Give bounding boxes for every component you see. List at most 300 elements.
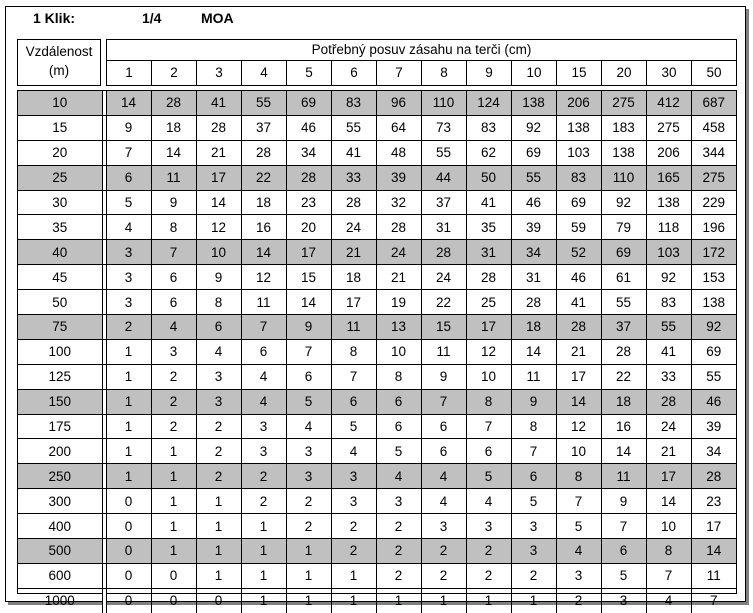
value-cell: 10: [466, 364, 511, 389]
value-cell: 44: [421, 165, 466, 190]
distance-cell: 40: [18, 240, 102, 265]
value-cell: 14: [151, 140, 196, 165]
distance-cell: 125: [18, 364, 102, 389]
value-cell: 41: [331, 140, 376, 165]
value-cell: 17: [466, 315, 511, 340]
distance-cell: 25: [18, 165, 102, 190]
value-cell: 1: [106, 339, 151, 364]
value-cell: 5: [376, 439, 421, 464]
value-cell: 2: [466, 563, 511, 588]
value-cell: 6: [421, 414, 466, 439]
value-cell: 39: [376, 165, 421, 190]
value-cell: 21: [331, 240, 376, 265]
value-cell: 24: [421, 265, 466, 290]
value-cell: 7: [241, 315, 286, 340]
distance-cell: 600: [18, 563, 102, 588]
klik-value: 1/4: [142, 10, 162, 26]
value-cell: 10: [556, 439, 601, 464]
value-cell: 3: [511, 514, 556, 539]
table-row: [18, 290, 736, 315]
value-cell: 11: [601, 464, 646, 489]
value-cell: 28: [421, 240, 466, 265]
value-cell: 165: [646, 165, 691, 190]
value-cell: 92: [691, 315, 736, 340]
value-cell: 2: [286, 514, 331, 539]
value-cell: 23: [286, 190, 331, 215]
value-cell: 138: [691, 290, 736, 315]
value-cell: 1: [151, 439, 196, 464]
value-cell: 3: [196, 364, 241, 389]
value-cell: 2: [241, 464, 286, 489]
distance-header: [17, 39, 101, 86]
table-row: [18, 464, 736, 489]
value-cell: 14: [601, 439, 646, 464]
value-cell: 8: [646, 539, 691, 564]
value-cell: 11: [511, 364, 556, 389]
value-cell: 3: [241, 414, 286, 439]
value-cell: 21: [646, 439, 691, 464]
table-row: [18, 115, 736, 140]
value-cell: 1: [151, 539, 196, 564]
distance-cell: 10: [18, 91, 102, 115]
value-cell: 1: [466, 588, 511, 612]
value-cell: 6: [196, 315, 241, 340]
distance-cell: 400: [18, 514, 102, 539]
column-header: 6: [331, 61, 376, 85]
distance-cell: 20: [18, 140, 102, 165]
value-cell: 5: [601, 563, 646, 588]
value-cell: 1: [241, 563, 286, 588]
value-cell: 35: [466, 215, 511, 240]
value-cell: 3: [376, 489, 421, 514]
value-cell: 52: [556, 240, 601, 265]
distance-cell: 35: [18, 215, 102, 240]
value-cell: 16: [241, 215, 286, 240]
value-cell: 8: [511, 414, 556, 439]
value-cell: 1: [511, 588, 556, 612]
distance-cell: 300: [18, 489, 102, 514]
column-header: 2: [151, 61, 196, 85]
value-cell: 138: [511, 91, 556, 115]
value-cell: 275: [691, 165, 736, 190]
value-cell: 3: [421, 514, 466, 539]
table-row: [18, 215, 736, 240]
value-cell: 10: [376, 339, 421, 364]
value-cell: 2: [376, 563, 421, 588]
value-cell: 6: [601, 539, 646, 564]
table-row: [18, 165, 736, 190]
value-cell: 2: [511, 563, 556, 588]
value-cell: 55: [421, 140, 466, 165]
value-cell: 6: [106, 165, 151, 190]
value-cell: 3: [331, 489, 376, 514]
distance-cell: 150: [18, 389, 102, 414]
value-cell: 19: [376, 290, 421, 315]
value-cell: 7: [466, 414, 511, 439]
value-cell: 55: [646, 315, 691, 340]
value-cell: 1: [106, 439, 151, 464]
value-cell: 83: [331, 91, 376, 115]
distance-cell: 75: [18, 315, 102, 340]
value-cell: 4: [646, 588, 691, 612]
value-cell: 6: [151, 265, 196, 290]
value-cell: 11: [691, 563, 736, 588]
correction-grid: [18, 91, 736, 613]
distance-cell: 250: [18, 464, 102, 489]
value-cell: 69: [691, 339, 736, 364]
data-table: [17, 90, 737, 609]
value-cell: 8: [466, 389, 511, 414]
value-cell: 8: [376, 364, 421, 389]
value-cell: 206: [556, 91, 601, 115]
value-cell: 59: [556, 215, 601, 240]
distance-cell: 500: [18, 539, 102, 564]
value-cell: 0: [196, 588, 241, 612]
value-cell: 0: [106, 588, 151, 612]
value-cell: 4: [331, 439, 376, 464]
value-cell: 69: [511, 140, 556, 165]
column-header: 10: [511, 61, 556, 85]
correction-header: [106, 39, 737, 86]
value-cell: 28: [556, 315, 601, 340]
value-cell: 4: [421, 464, 466, 489]
value-cell: 25: [466, 290, 511, 315]
value-cell: 8: [556, 464, 601, 489]
value-cell: 2: [151, 364, 196, 389]
value-cell: 41: [466, 190, 511, 215]
value-cell: 3: [151, 339, 196, 364]
value-cell: 9: [511, 389, 556, 414]
value-cell: 11: [241, 290, 286, 315]
value-cell: 2: [376, 514, 421, 539]
value-cell: 1: [196, 539, 241, 564]
value-cell: 1: [151, 464, 196, 489]
value-cell: 28: [151, 91, 196, 115]
column-header: 4: [241, 61, 286, 85]
value-cell: 18: [511, 315, 556, 340]
value-cell: 7: [331, 364, 376, 389]
value-cell: 32: [376, 190, 421, 215]
value-cell: 18: [331, 265, 376, 290]
value-cell: 3: [106, 240, 151, 265]
value-cell: 17: [691, 514, 736, 539]
value-cell: 21: [196, 140, 241, 165]
value-cell: 7: [601, 514, 646, 539]
value-cell: 3: [601, 588, 646, 612]
value-cell: 3: [196, 389, 241, 414]
distance-cell: 30: [18, 190, 102, 215]
value-cell: 33: [646, 364, 691, 389]
value-cell: 2: [376, 539, 421, 564]
value-cell: 11: [151, 165, 196, 190]
value-cell: 34: [286, 140, 331, 165]
value-cell: 28: [196, 115, 241, 140]
distance-cell: 15: [18, 115, 102, 140]
value-cell: 28: [286, 165, 331, 190]
value-cell: 17: [556, 364, 601, 389]
value-cell: 1: [196, 489, 241, 514]
value-cell: 14: [106, 91, 151, 115]
value-cell: 28: [376, 215, 421, 240]
value-cell: 23: [691, 489, 736, 514]
value-cell: 2: [196, 464, 241, 489]
value-cell: 28: [241, 140, 286, 165]
value-cell: 2: [421, 563, 466, 588]
table-row: [18, 91, 736, 115]
value-cell: 12: [556, 414, 601, 439]
value-cell: 7: [511, 439, 556, 464]
value-cell: 14: [556, 389, 601, 414]
value-cell: 11: [331, 315, 376, 340]
value-cell: 275: [601, 91, 646, 115]
value-cell: 1: [106, 389, 151, 414]
table-row: [18, 265, 736, 290]
value-cell: 138: [601, 140, 646, 165]
value-cell: 4: [376, 464, 421, 489]
value-cell: 1: [151, 489, 196, 514]
column-header: 8: [421, 61, 466, 85]
value-cell: 6: [376, 414, 421, 439]
value-cell: 9: [286, 315, 331, 340]
value-cell: 55: [511, 165, 556, 190]
value-cell: 9: [151, 190, 196, 215]
distance-header-unit: (m): [48, 63, 70, 78]
value-cell: 92: [646, 265, 691, 290]
distance-cell: 100: [18, 339, 102, 364]
table-row: [18, 514, 736, 539]
value-cell: 9: [601, 489, 646, 514]
value-cell: 3: [331, 464, 376, 489]
value-cell: 6: [241, 339, 286, 364]
value-cell: 61: [601, 265, 646, 290]
value-cell: 1: [376, 588, 421, 612]
value-cell: 24: [331, 215, 376, 240]
value-cell: 39: [691, 414, 736, 439]
value-cell: 110: [421, 91, 466, 115]
value-cell: 2: [286, 489, 331, 514]
value-cell: 20: [286, 215, 331, 240]
value-cell: 2: [196, 439, 241, 464]
value-cell: 2: [151, 389, 196, 414]
value-cell: 138: [556, 115, 601, 140]
value-cell: 2: [331, 539, 376, 564]
column-header: 20: [601, 61, 646, 85]
value-cell: 37: [241, 115, 286, 140]
value-cell: 15: [286, 265, 331, 290]
value-cell: 103: [646, 240, 691, 265]
value-cell: 4: [556, 539, 601, 564]
value-cell: 55: [331, 115, 376, 140]
value-cell: 7: [151, 240, 196, 265]
distance-cell: 50: [18, 290, 102, 315]
value-cell: 18: [241, 190, 286, 215]
value-cell: 2: [151, 414, 196, 439]
table-row: [18, 190, 736, 215]
value-cell: 1: [106, 364, 151, 389]
distance-cell: 200: [18, 439, 102, 464]
value-cell: 12: [241, 265, 286, 290]
value-cell: 275: [646, 115, 691, 140]
value-cell: 14: [646, 489, 691, 514]
value-cell: 34: [511, 240, 556, 265]
value-cell: 96: [376, 91, 421, 115]
value-cell: 5: [466, 464, 511, 489]
value-cell: 14: [511, 339, 556, 364]
value-cell: 4: [106, 215, 151, 240]
value-cell: 1: [106, 464, 151, 489]
value-cell: 22: [241, 165, 286, 190]
value-cell: 83: [646, 290, 691, 315]
value-cell: 1: [421, 588, 466, 612]
value-cell: 46: [286, 115, 331, 140]
value-cell: 412: [646, 91, 691, 115]
value-cell: 4: [466, 489, 511, 514]
value-cell: 4: [286, 414, 331, 439]
value-cell: 4: [241, 364, 286, 389]
value-cell: 31: [511, 265, 556, 290]
value-cell: 14: [196, 190, 241, 215]
value-cell: 7: [556, 489, 601, 514]
value-cell: 3: [286, 464, 331, 489]
value-cell: 138: [646, 190, 691, 215]
value-cell: 229: [691, 190, 736, 215]
value-cell: 3: [106, 290, 151, 315]
value-cell: 14: [691, 539, 736, 564]
value-cell: 9: [421, 364, 466, 389]
value-cell: 28: [466, 265, 511, 290]
value-cell: 55: [691, 364, 736, 389]
column-header: 7: [376, 61, 421, 85]
value-cell: 458: [691, 115, 736, 140]
value-cell: 62: [466, 140, 511, 165]
table-row: [18, 539, 736, 564]
value-cell: 12: [196, 215, 241, 240]
value-cell: 21: [376, 265, 421, 290]
value-cell: 8: [331, 339, 376, 364]
value-cell: 7: [106, 140, 151, 165]
value-cell: 6: [511, 464, 556, 489]
value-cell: 2: [466, 539, 511, 564]
value-cell: 50: [466, 165, 511, 190]
value-cell: 6: [151, 290, 196, 315]
table-row: [18, 414, 736, 439]
value-cell: 10: [196, 240, 241, 265]
value-cell: 6: [376, 389, 421, 414]
value-cell: 24: [646, 414, 691, 439]
value-cell: 46: [691, 389, 736, 414]
value-cell: 92: [511, 115, 556, 140]
value-cell: 10: [646, 514, 691, 539]
column-header: 3: [196, 61, 241, 85]
value-cell: 103: [556, 140, 601, 165]
value-cell: 4: [421, 489, 466, 514]
value-cell: 6: [421, 439, 466, 464]
value-cell: 4: [241, 389, 286, 414]
value-cell: 17: [331, 290, 376, 315]
value-cell: 17: [286, 240, 331, 265]
value-cell: 7: [421, 389, 466, 414]
value-cell: 196: [691, 215, 736, 240]
column-header: 50: [691, 61, 736, 85]
value-cell: 1: [151, 514, 196, 539]
value-cell: 28: [511, 290, 556, 315]
value-cell: 48: [376, 140, 421, 165]
value-cell: 46: [556, 265, 601, 290]
value-cell: 24: [376, 240, 421, 265]
column-header: 5: [286, 61, 331, 85]
value-cell: 15: [421, 315, 466, 340]
value-cell: 83: [466, 115, 511, 140]
value-cell: 21: [556, 339, 601, 364]
value-cell: 0: [106, 489, 151, 514]
value-cell: 1: [106, 414, 151, 439]
value-cell: 28: [691, 464, 736, 489]
table-row: [18, 140, 736, 165]
distance-cell: 1000: [44, 593, 75, 609]
value-cell: 33: [331, 165, 376, 190]
value-cell: 69: [556, 190, 601, 215]
distance-header-label: Vzdálenost: [25, 44, 93, 59]
value-cell: 13: [376, 315, 421, 340]
value-cell: 6: [331, 389, 376, 414]
value-cell: 8: [196, 290, 241, 315]
value-cell: 46: [511, 190, 556, 215]
value-cell: 4: [151, 315, 196, 340]
value-cell: 7: [691, 588, 736, 612]
value-cell: 6: [466, 439, 511, 464]
value-cell: 1: [196, 563, 241, 588]
value-cell: 3: [241, 439, 286, 464]
value-cell: 2: [421, 539, 466, 564]
value-cell: 5: [286, 389, 331, 414]
distance-cell: 175: [18, 414, 102, 439]
value-cell: 73: [421, 115, 466, 140]
value-cell: 22: [421, 290, 466, 315]
value-cell: 3: [466, 514, 511, 539]
value-cell: 0: [106, 539, 151, 564]
value-cell: 17: [646, 464, 691, 489]
table-row: [18, 389, 736, 414]
table-row: [18, 339, 736, 364]
value-cell: 31: [466, 240, 511, 265]
value-cell: 1: [241, 514, 286, 539]
value-cell: 2: [196, 414, 241, 439]
value-cell: 124: [466, 91, 511, 115]
value-cell: 2: [106, 315, 151, 340]
value-cell: 3: [106, 265, 151, 290]
value-cell: 1: [241, 588, 286, 612]
value-cell: 0: [151, 563, 196, 588]
value-cell: 3: [286, 439, 331, 464]
value-cell: 37: [601, 315, 646, 340]
value-cell: 17: [196, 165, 241, 190]
value-cell: 31: [421, 215, 466, 240]
value-cell: 4: [196, 339, 241, 364]
value-cell: 118: [646, 215, 691, 240]
value-cell: 1: [241, 539, 286, 564]
value-cell: 79: [601, 215, 646, 240]
value-cell: 5: [331, 414, 376, 439]
correction-header-title: Potřebný posuv zásahu na terči (cm): [107, 40, 736, 61]
value-cell: 1: [286, 563, 331, 588]
value-cell: 28: [601, 339, 646, 364]
value-cell: 69: [601, 240, 646, 265]
column-header: 9: [466, 61, 511, 85]
klik-unit: MOA: [201, 10, 234, 26]
value-cell: 7: [286, 339, 331, 364]
value-cell: 41: [196, 91, 241, 115]
value-cell: 172: [691, 240, 736, 265]
